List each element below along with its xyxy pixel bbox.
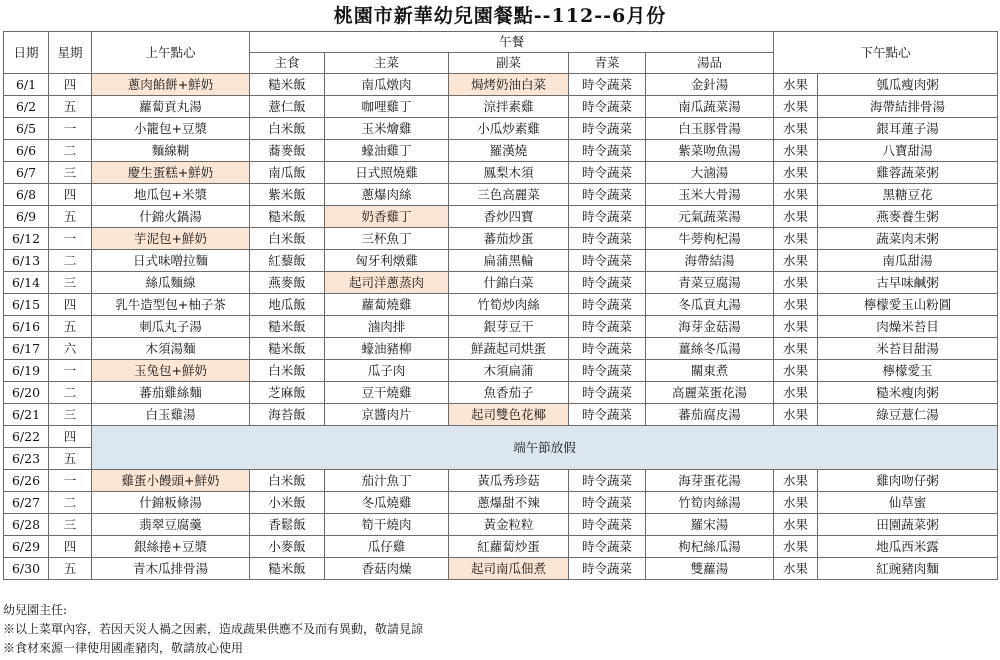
holiday-label: 端午節放假	[92, 426, 998, 470]
date-cell: 6/26	[4, 470, 49, 492]
date-cell: 6/12	[4, 228, 49, 250]
date-cell: 6/27	[4, 492, 49, 514]
main-dish-cell: 京醬肉片	[325, 404, 449, 426]
date-cell: 6/9	[4, 206, 49, 228]
table-row	[4, 74, 998, 96]
fruit-cell: 水果	[774, 74, 818, 96]
table-row	[4, 140, 998, 162]
vegetable-cell: 時令蔬菜	[569, 492, 646, 514]
fruit-cell: 水果	[774, 184, 818, 206]
weekday-cell: 三	[49, 162, 92, 184]
soup-cell: 雙蘿湯	[646, 558, 774, 580]
date-cell: 6/15	[4, 294, 49, 316]
date-cell: 6/20	[4, 382, 49, 404]
side-dish-cell: 蕃茄炒蛋	[449, 228, 569, 250]
vegetable-cell: 時令蔬菜	[569, 96, 646, 118]
vegetable-cell: 時令蔬菜	[569, 118, 646, 140]
soup-cell: 海帶結湯	[646, 250, 774, 272]
fruit-cell: 水果	[774, 382, 818, 404]
staple-cell: 香鬆飯	[250, 514, 325, 536]
main-dish-cell: 冬瓜燒雞	[325, 492, 449, 514]
date-cell: 6/29	[4, 536, 49, 558]
side-dish-cell: 起司南瓜佃煮	[449, 558, 569, 580]
table-row	[4, 514, 998, 536]
weekday-cell: 四	[49, 74, 92, 96]
soup-cell: 牛蒡枸杞湯	[646, 228, 774, 250]
weekday-cell: 五	[49, 558, 92, 580]
date-cell: 6/19	[4, 360, 49, 382]
morning-snack-cell: 雞蛋小饅頭+鮮奶	[92, 470, 250, 492]
header-weekday: 星期	[49, 32, 92, 74]
staple-cell: 紅藜飯	[250, 250, 325, 272]
table-row	[4, 360, 998, 382]
staple-cell: 糙米飯	[250, 206, 325, 228]
morning-snack-cell: 白玉雞湯	[92, 404, 250, 426]
afternoon-snack-cell: 燕麥養生粥	[818, 206, 998, 228]
morning-snack-cell: 絲瓜麵線	[92, 272, 250, 294]
vegetable-cell: 時令蔬菜	[569, 250, 646, 272]
header-staple: 主食	[250, 53, 325, 74]
table-row	[4, 96, 998, 118]
staple-cell: 小麥飯	[250, 536, 325, 558]
date-cell: 6/23	[4, 448, 49, 470]
afternoon-snack-cell: 綠豆薏仁湯	[818, 404, 998, 426]
weekday-cell: 五	[49, 96, 92, 118]
afternoon-snack-cell: 雞蓉蔬菜粥	[818, 162, 998, 184]
afternoon-snack-cell: 紅豌豬肉麵	[818, 558, 998, 580]
date-cell: 6/7	[4, 162, 49, 184]
vegetable-cell: 時令蔬菜	[569, 470, 646, 492]
date-cell: 6/8	[4, 184, 49, 206]
soup-cell: 枸杞絲瓜湯	[646, 536, 774, 558]
vegetable-cell: 時令蔬菜	[569, 404, 646, 426]
side-dish-cell: 魚香茄子	[449, 382, 569, 404]
header-afternoon-snack: 下午點心	[774, 32, 998, 74]
side-dish-cell: 鮮蔬起司烘蛋	[449, 338, 569, 360]
staple-cell: 薏仁飯	[250, 96, 325, 118]
date-cell: 6/17	[4, 338, 49, 360]
soup-cell: 海芽蛋花湯	[646, 470, 774, 492]
staple-cell: 南瓜飯	[250, 162, 325, 184]
footer-director-line: 幼兒園主任:	[3, 603, 68, 617]
afternoon-snack-cell: 黑糖豆花	[818, 184, 998, 206]
main-dish-cell: 南瓜燉肉	[325, 74, 449, 96]
soup-cell: 元氣蔬菜湯	[646, 206, 774, 228]
staple-cell: 白米飯	[250, 118, 325, 140]
footer-notes	[3, 601, 997, 658]
morning-snack-cell: 什錦粄條湯	[92, 492, 250, 514]
date-cell: 6/2	[4, 96, 49, 118]
side-dish-cell: 竹筍炒肉絲	[449, 294, 569, 316]
fruit-cell: 水果	[774, 536, 818, 558]
footer-note-supply: ※以上菜單內容，若因天災人禍之因素，造成蔬果供應不及而有異動，敬請見諒	[3, 622, 424, 636]
table-row	[4, 184, 998, 206]
morning-snack-cell: 乳牛造型包+柚子茶	[92, 294, 250, 316]
header-main-dish: 主菜	[325, 53, 449, 74]
main-dish-cell: 三杯魚丁	[325, 228, 449, 250]
table-row	[4, 294, 998, 316]
vegetable-cell: 時令蔬菜	[569, 316, 646, 338]
table-row	[4, 228, 998, 250]
soup-cell: 玉米大骨湯	[646, 184, 774, 206]
soup-cell: 薑絲冬瓜湯	[646, 338, 774, 360]
staple-cell: 白米飯	[250, 360, 325, 382]
afternoon-snack-cell: 米苔目甜湯	[818, 338, 998, 360]
date-cell: 6/22	[4, 426, 49, 448]
soup-cell: 海芽金菇湯	[646, 316, 774, 338]
afternoon-snack-cell: 仙草蜜	[818, 492, 998, 514]
fruit-cell: 水果	[774, 228, 818, 250]
header-date: 日期	[4, 32, 49, 74]
staple-cell: 糙米飯	[250, 74, 325, 96]
morning-snack-cell: 青木瓜排骨湯	[92, 558, 250, 580]
morning-snack-cell: 慶生蛋糕+鮮奶	[92, 162, 250, 184]
staple-cell: 地瓜飯	[250, 294, 325, 316]
afternoon-snack-cell: 雞肉吻仔粥	[818, 470, 998, 492]
fruit-cell: 水果	[774, 250, 818, 272]
side-dish-cell: 小瓜炒素雞	[449, 118, 569, 140]
fruit-cell: 水果	[774, 140, 818, 162]
fruit-cell: 水果	[774, 360, 818, 382]
afternoon-snack-cell: 南瓜甜湯	[818, 250, 998, 272]
soup-cell: 冬瓜貢丸湯	[646, 294, 774, 316]
date-cell: 6/13	[4, 250, 49, 272]
table-row	[4, 118, 998, 140]
side-dish-cell: 黃金粒粒	[449, 514, 569, 536]
main-dish-cell: 瓜子肉	[325, 360, 449, 382]
weekday-cell: 一	[49, 470, 92, 492]
main-dish-cell: 蠔油豬柳	[325, 338, 449, 360]
afternoon-snack-cell: 糙米瘦肉粥	[818, 382, 998, 404]
staple-cell: 海苔飯	[250, 404, 325, 426]
side-dish-cell: 黃瓜秀珍菇	[449, 470, 569, 492]
side-dish-cell: 起司雙色花椰	[449, 404, 569, 426]
table-row	[4, 558, 998, 580]
staple-cell: 蕎麥飯	[250, 140, 325, 162]
header-soup: 湯品	[646, 53, 774, 74]
fruit-cell: 水果	[774, 316, 818, 338]
main-dish-cell: 筍干燒肉	[325, 514, 449, 536]
morning-snack-cell: 蘿蔔貢丸湯	[92, 96, 250, 118]
main-dish-cell: 日式照燒雞	[325, 162, 449, 184]
weekday-cell: 四	[49, 294, 92, 316]
afternoon-snack-cell: 銀耳蓮子湯	[818, 118, 998, 140]
vegetable-cell: 時令蔬菜	[569, 558, 646, 580]
date-cell: 6/14	[4, 272, 49, 294]
main-dish-cell: 起司洋蔥蒸肉	[325, 272, 449, 294]
weekday-cell: 四	[49, 184, 92, 206]
weekday-cell: 三	[49, 514, 92, 536]
date-cell: 6/28	[4, 514, 49, 536]
side-dish-cell: 扁蒲黑輪	[449, 250, 569, 272]
footer-note-pork: ※食材來源一律使用國產豬肉，敬請放心使用	[3, 641, 244, 655]
vegetable-cell: 時令蔬菜	[569, 162, 646, 184]
side-dish-cell: 銀芽豆干	[449, 316, 569, 338]
afternoon-snack-cell: 肉燥米苔目	[818, 316, 998, 338]
morning-snack-cell: 日式味噌拉麵	[92, 250, 250, 272]
staple-cell: 糙米飯	[250, 316, 325, 338]
side-dish-cell: 涼拌素雞	[449, 96, 569, 118]
soup-cell: 紫菜吻魚湯	[646, 140, 774, 162]
staple-cell: 白米飯	[250, 470, 325, 492]
side-dish-cell: 羅漢燒	[449, 140, 569, 162]
date-cell: 6/5	[4, 118, 49, 140]
afternoon-snack-cell: 地瓜西米露	[818, 536, 998, 558]
main-dish-cell: 瓜仔雞	[325, 536, 449, 558]
weekday-cell: 五	[49, 206, 92, 228]
table-row	[4, 470, 998, 492]
morning-snack-cell: 蕃茄雞絲麵	[92, 382, 250, 404]
staple-cell: 紫米飯	[250, 184, 325, 206]
soup-cell: 關東煮	[646, 360, 774, 382]
fruit-cell: 水果	[774, 514, 818, 536]
vegetable-cell: 時令蔬菜	[569, 206, 646, 228]
vegetable-cell: 時令蔬菜	[569, 360, 646, 382]
staple-cell: 糙米飯	[250, 338, 325, 360]
staple-cell: 糙米飯	[250, 558, 325, 580]
staple-cell: 芝麻飯	[250, 382, 325, 404]
date-cell: 6/21	[4, 404, 49, 426]
main-dish-cell: 咖哩雞丁	[325, 96, 449, 118]
side-dish-cell: 紅蘿蔔炒蛋	[449, 536, 569, 558]
main-dish-cell: 玉米燴雞	[325, 118, 449, 140]
date-cell: 6/16	[4, 316, 49, 338]
table-row	[4, 492, 998, 514]
morning-snack-cell: 刺瓜丸子湯	[92, 316, 250, 338]
soup-cell: 大滷湯	[646, 162, 774, 184]
afternoon-snack-cell: 田園蔬菜粥	[818, 514, 998, 536]
main-dish-cell: 奶香雞丁	[325, 206, 449, 228]
soup-cell: 高麗菜蛋花湯	[646, 382, 774, 404]
morning-snack-cell: 什錦火鍋湯	[92, 206, 250, 228]
main-dish-cell: 香菇肉燥	[325, 558, 449, 580]
header-lunch: 午餐	[250, 32, 774, 53]
menu-body	[4, 74, 998, 580]
weekday-cell: 一	[49, 360, 92, 382]
morning-snack-cell: 芋泥包+鮮奶	[92, 228, 250, 250]
morning-snack-cell: 麵線糊	[92, 140, 250, 162]
table-row	[4, 272, 998, 294]
vegetable-cell: 時令蔬菜	[569, 140, 646, 162]
weekday-cell: 六	[49, 338, 92, 360]
afternoon-snack-cell: 瓠瓜瘦肉粥	[818, 74, 998, 96]
weekday-cell: 五	[49, 316, 92, 338]
morning-snack-cell: 翡翠豆腐羹	[92, 514, 250, 536]
morning-snack-cell: 木須湯麵	[92, 338, 250, 360]
main-dish-cell: 蘿蔔燒雞	[325, 294, 449, 316]
fruit-cell: 水果	[774, 338, 818, 360]
main-dish-cell: 蠔油雞丁	[325, 140, 449, 162]
fruit-cell: 水果	[774, 404, 818, 426]
fruit-cell: 水果	[774, 470, 818, 492]
weekday-cell: 四	[49, 536, 92, 558]
fruit-cell: 水果	[774, 558, 818, 580]
main-dish-cell: 豆干燒雞	[325, 382, 449, 404]
page-title: 桃園市新華幼兒園餐點--112--6月份	[333, 5, 667, 27]
afternoon-snack-cell: 蔬菜肉末粥	[818, 228, 998, 250]
weekday-cell: 二	[49, 140, 92, 162]
weekday-cell: 四	[49, 426, 92, 448]
fruit-cell: 水果	[774, 118, 818, 140]
soup-cell: 蕃茄腐皮湯	[646, 404, 774, 426]
vegetable-cell: 時令蔬菜	[569, 338, 646, 360]
menu-table	[3, 31, 998, 580]
afternoon-snack-cell: 檸檬愛玉山粉圓	[818, 294, 998, 316]
table-row	[4, 162, 998, 184]
staple-cell: 白米飯	[250, 228, 325, 250]
fruit-cell: 水果	[774, 294, 818, 316]
date-cell: 6/30	[4, 558, 49, 580]
table-row	[4, 382, 998, 404]
main-dish-cell: 蔥爆肉絲	[325, 184, 449, 206]
table-row	[4, 338, 998, 360]
weekday-cell: 二	[49, 382, 92, 404]
soup-cell: 竹筍肉絲湯	[646, 492, 774, 514]
side-dish-cell: 香炒四寶	[449, 206, 569, 228]
staple-cell: 小米飯	[250, 492, 325, 514]
side-dish-cell: 焗烤奶油白菜	[449, 74, 569, 96]
soup-cell: 南瓜蔬菜湯	[646, 96, 774, 118]
table-row	[4, 250, 998, 272]
morning-snack-cell: 銀絲捲+豆漿	[92, 536, 250, 558]
morning-snack-cell: 地瓜包+米漿	[92, 184, 250, 206]
table-row	[4, 206, 998, 228]
header-vegetable: 青菜	[569, 53, 646, 74]
vegetable-cell: 時令蔬菜	[569, 382, 646, 404]
vegetable-cell: 時令蔬菜	[569, 294, 646, 316]
date-cell: 6/1	[4, 74, 49, 96]
weekday-cell: 一	[49, 228, 92, 250]
date-cell: 6/6	[4, 140, 49, 162]
fruit-cell: 水果	[774, 162, 818, 184]
afternoon-snack-cell: 海帶結排骨湯	[818, 96, 998, 118]
table-row	[4, 536, 998, 558]
weekday-cell: 一	[49, 118, 92, 140]
weekday-cell: 二	[49, 250, 92, 272]
table-row	[4, 404, 998, 426]
vegetable-cell: 時令蔬菜	[569, 514, 646, 536]
fruit-cell: 水果	[774, 272, 818, 294]
side-dish-cell: 鳳梨木須	[449, 162, 569, 184]
vegetable-cell: 時令蔬菜	[569, 184, 646, 206]
soup-cell: 金針湯	[646, 74, 774, 96]
morning-snack-cell: 玉兔包+鮮奶	[92, 360, 250, 382]
staple-cell: 燕麥飯	[250, 272, 325, 294]
table-row	[4, 316, 998, 338]
header-side-dish: 副菜	[449, 53, 569, 74]
fruit-cell: 水果	[774, 206, 818, 228]
morning-snack-cell: 小籠包+豆漿	[92, 118, 250, 140]
morning-snack-cell: 蔥肉餡餅+鮮奶	[92, 74, 250, 96]
vegetable-cell: 時令蔬菜	[569, 536, 646, 558]
fruit-cell: 水果	[774, 492, 818, 514]
vegetable-cell: 時令蔬菜	[569, 74, 646, 96]
weekday-cell: 二	[49, 492, 92, 514]
weekday-cell: 三	[49, 272, 92, 294]
soup-cell: 羅宋湯	[646, 514, 774, 536]
main-dish-cell: 滷肉排	[325, 316, 449, 338]
weekday-cell: 三	[49, 404, 92, 426]
main-dish-cell: 匈牙利燉雞	[325, 250, 449, 272]
side-dish-cell: 三色高麗菜	[449, 184, 569, 206]
side-dish-cell: 木須扁蒲	[449, 360, 569, 382]
afternoon-snack-cell: 八寶甜湯	[818, 140, 998, 162]
side-dish-cell: 什錦白菜	[449, 272, 569, 294]
main-dish-cell: 茄汁魚丁	[325, 470, 449, 492]
vegetable-cell: 時令蔬菜	[569, 272, 646, 294]
fruit-cell: 水果	[774, 96, 818, 118]
afternoon-snack-cell: 古早味鹹粥	[818, 272, 998, 294]
soup-cell: 白玉豚骨湯	[646, 118, 774, 140]
soup-cell: 青菜豆腐湯	[646, 272, 774, 294]
holiday-row	[4, 426, 998, 448]
weekday-cell: 五	[49, 448, 92, 470]
header-morning-snack: 上午點心	[92, 32, 250, 74]
side-dish-cell: 蔥爆甜不辣	[449, 492, 569, 514]
vegetable-cell: 時令蔬菜	[569, 228, 646, 250]
afternoon-snack-cell: 檸檬愛玉	[818, 360, 998, 382]
